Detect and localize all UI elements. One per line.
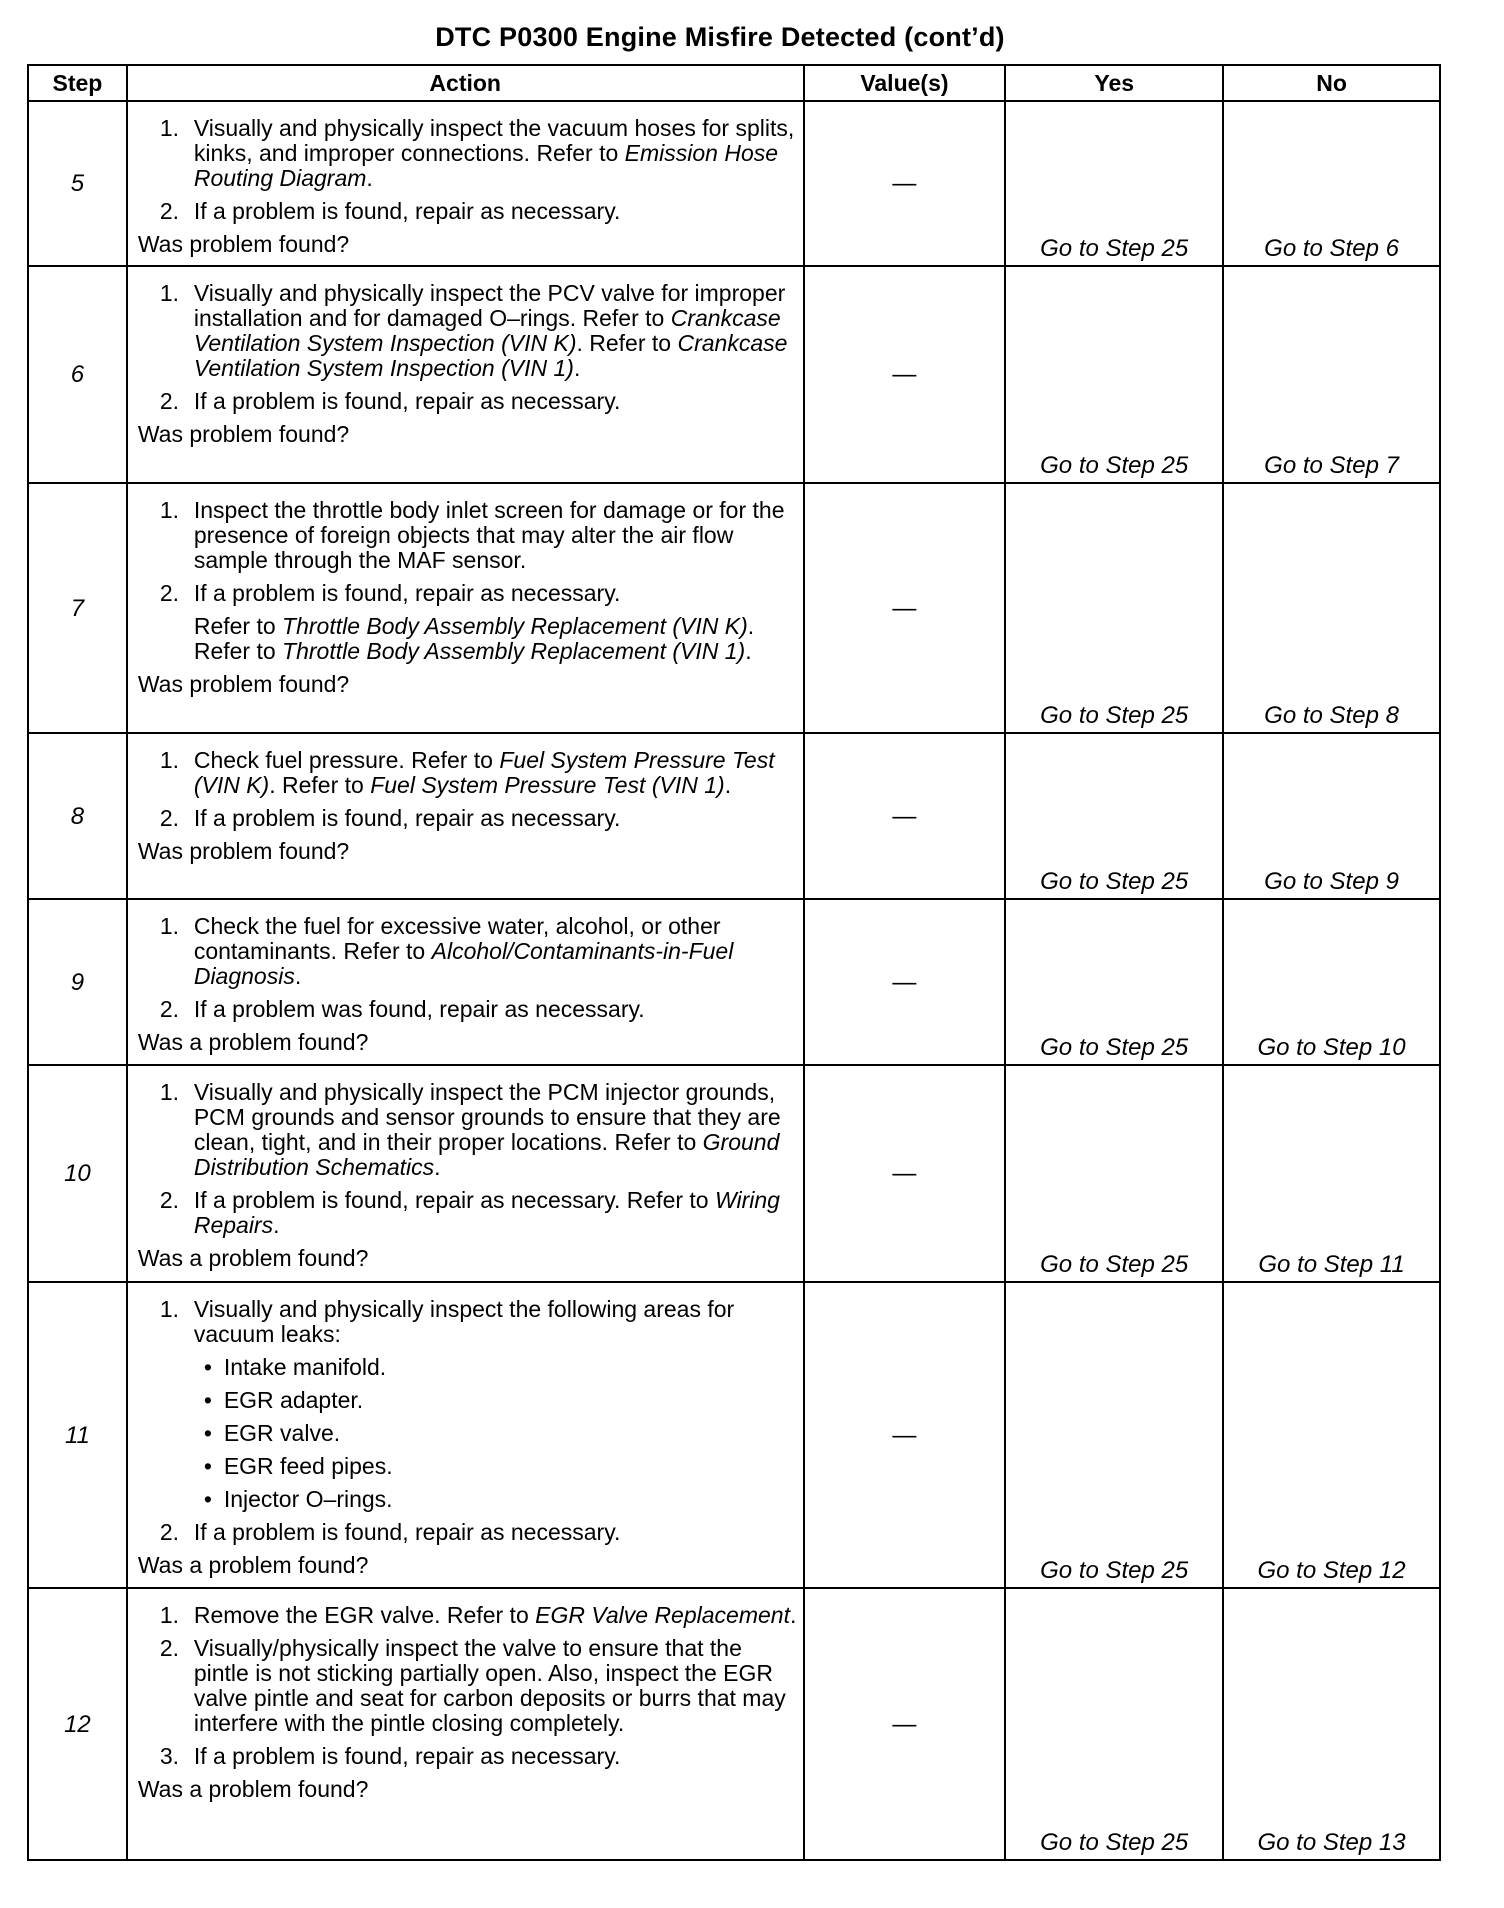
action-text: . Refer to <box>269 772 371 798</box>
reference-link-text: Emission Hose Routing Diagram <box>193 140 779 191</box>
value-cell: — <box>804 101 1006 266</box>
action-item <box>138 1744 797 1769</box>
reference-link-text: Crankcase Ventilation System Inspection (VIN 1) <box>193 330 788 381</box>
item-number: 3. <box>159 1743 180 1769</box>
action-text: . Refer to <box>576 330 678 356</box>
action-item <box>138 614 797 664</box>
table-row <box>28 266 1440 483</box>
bullet-icon: • <box>203 1420 212 1446</box>
action-text: Visually/physically inspect the valve to ensure that the pintle is not sticking partially open. Also, inspect the EGR valve pintle and seat for carbon deposits or burrs that may interfere with the pintle closing completely. <box>193 1635 786 1736</box>
action-item <box>138 1520 797 1545</box>
action-text: . <box>573 355 581 381</box>
value-cell: — <box>804 1282 1006 1588</box>
action-item <box>138 1636 797 1736</box>
action-cell <box>127 899 804 1065</box>
item-number: 1. <box>159 280 180 306</box>
action-item <box>138 806 797 831</box>
reference-link-text: Alcohol/Contaminants-in-Fuel Diagnosis <box>193 938 734 989</box>
bullet-item <box>138 1487 797 1512</box>
reference-link-text: EGR Valve Replacement <box>535 1602 790 1628</box>
action-item <box>138 997 797 1022</box>
item-number: 1. <box>159 747 180 773</box>
action-item <box>138 116 797 191</box>
action-text: Visually and physically inspect the vacuum hoses for splits, kinks, and improper connections. Refer to <box>193 115 795 166</box>
bullet-icon: • <box>203 1387 212 1413</box>
no-goto: Go to Step 12 <box>1223 1282 1440 1588</box>
action-item <box>138 748 797 798</box>
action-cell <box>127 266 804 483</box>
action-item <box>138 1603 797 1628</box>
action-text: If a problem is found, repair as necessary. <box>193 580 621 606</box>
action-text: Visually and physically inspect the PCM injector grounds, PCM grounds and sensor grounds to ensure that they are clean, tight, and in their proper locations. Refer to <box>193 1079 781 1155</box>
action-text: Inspect the throttle body inlet screen for damage or for the presence of foreign objects that may alter the air flow sample through the MAF sensor. <box>193 497 785 573</box>
action-cell <box>127 1065 804 1282</box>
action-item <box>138 1297 797 1347</box>
action-item <box>138 581 797 606</box>
no-goto: Go to Step 13 <box>1223 1588 1440 1860</box>
question-text: Was a problem found? <box>137 1552 369 1578</box>
question-text: Was a problem found? <box>137 1776 369 1802</box>
question-text: Was problem found? <box>137 231 350 257</box>
item-number: 1. <box>159 1602 180 1628</box>
no-goto: Go to Step 8 <box>1223 483 1440 733</box>
table-row <box>28 101 1440 266</box>
reference-link-text: Fuel System Pressure Test (VIN K) <box>193 747 775 798</box>
reference-link-text: Ground Distribution Schematics <box>193 1129 780 1180</box>
page-title: DTC P0300 Engine Misfire Detected (cont’d) <box>435 22 1005 52</box>
action-text: If a problem is found, repair as necessary. <box>193 388 621 414</box>
action-text: If a problem was found, repair as necessary. <box>193 996 645 1022</box>
value-cell: — <box>804 733 1006 899</box>
bullet-item <box>138 1355 797 1380</box>
question-text: Was problem found? <box>137 421 350 447</box>
yes-goto: Go to Step 25 <box>1005 1065 1223 1282</box>
table-row <box>28 1588 1440 1860</box>
bullet-item <box>138 1421 797 1446</box>
item-number: 2. <box>159 580 180 606</box>
table-row <box>28 899 1440 1065</box>
action-text: . <box>724 772 732 798</box>
action-text: EGR valve. <box>223 1420 341 1446</box>
question-text: Was problem found? <box>137 671 350 697</box>
action-item <box>138 498 797 573</box>
item-number: 2. <box>159 805 180 831</box>
action-text: . <box>294 963 302 989</box>
action-text: Check fuel pressure. Refer to <box>193 747 500 773</box>
item-number: 1. <box>159 115 180 141</box>
item-number: 2. <box>159 1519 180 1545</box>
no-goto: Go to Step 7 <box>1223 266 1440 483</box>
action-item <box>138 1188 797 1238</box>
value-cell: — <box>804 266 1006 483</box>
action-text: . Refer to <box>193 613 755 664</box>
action-text: If a problem is found, repair as necessary. <box>193 1519 621 1545</box>
action-item <box>138 199 797 224</box>
reference-link-text: Crankcase Ventilation System Inspection (VIN K) <box>193 305 781 356</box>
table-row <box>28 1282 1440 1588</box>
item-number: 1. <box>159 1296 180 1322</box>
action-text: EGR feed pipes. <box>223 1453 393 1479</box>
bullet-item <box>138 1388 797 1413</box>
no-goto: Go to Step 6 <box>1223 101 1440 266</box>
table-row <box>28 483 1440 733</box>
action-item <box>138 1080 797 1180</box>
header-step: Step <box>28 65 127 101</box>
action-cell <box>127 483 804 733</box>
action-text: . <box>273 1212 280 1238</box>
item-number: 1. <box>159 1079 180 1105</box>
table-row <box>28 733 1440 899</box>
yes-goto: Go to Step 25 <box>1005 266 1223 483</box>
diagnostic-table <box>27 64 1441 1861</box>
value-cell: — <box>804 899 1006 1065</box>
table-header-row <box>28 65 1440 101</box>
header-values: Value(s) <box>804 65 1006 101</box>
reference-link-text: Throttle Body Assembly Replacement (VIN K) <box>282 613 748 639</box>
action-item <box>138 389 797 414</box>
item-number: 2. <box>159 996 180 1022</box>
yes-goto: Go to Step 25 <box>1005 1588 1223 1860</box>
action-text: If a problem is found, repair as necessary. <box>193 1743 621 1769</box>
action-text: Visually and physically inspect the following areas for vacuum leaks: <box>193 1296 735 1347</box>
action-item <box>138 914 797 989</box>
action-text: . <box>366 165 373 191</box>
action-text: If a problem is found, repair as necessary. Refer to <box>193 1187 715 1213</box>
action-text: . <box>434 1154 441 1180</box>
step-number: 8 <box>28 733 127 899</box>
item-number: 2. <box>159 1187 180 1213</box>
step-number: 7 <box>28 483 127 733</box>
action-text: If a problem is found, repair as necessary. <box>193 805 621 831</box>
action-cell <box>127 1282 804 1588</box>
bullet-icon: • <box>203 1486 212 1512</box>
yes-goto: Go to Step 25 <box>1005 899 1223 1065</box>
bullet-icon: • <box>203 1453 212 1479</box>
bullet-item <box>138 1454 797 1479</box>
item-number: 2. <box>159 388 180 414</box>
action-text: Refer to <box>193 613 283 639</box>
item-number: 2. <box>159 1635 180 1661</box>
header-no: No <box>1223 65 1440 101</box>
yes-goto: Go to Step 25 <box>1005 101 1223 266</box>
step-number: 12 <box>28 1588 127 1860</box>
no-goto: Go to Step 10 <box>1223 899 1440 1065</box>
table-row <box>28 1065 1440 1282</box>
action-text: . <box>789 1602 797 1628</box>
action-text: Visually and physically inspect the PCV valve for improper installation and for damaged O–rings. Refer to <box>193 280 786 331</box>
item-number: 2. <box>159 198 180 224</box>
step-number: 11 <box>28 1282 127 1588</box>
reference-link-text: Wiring Repairs <box>193 1187 780 1238</box>
header-action: Action <box>127 65 804 101</box>
action-text: Injector O–rings. <box>223 1486 393 1512</box>
action-cell <box>127 101 804 266</box>
value-cell: — <box>804 483 1006 733</box>
action-text: . <box>745 638 752 664</box>
item-number: 1. <box>159 497 180 523</box>
value-cell: — <box>804 1065 1006 1282</box>
question-text: Was problem found? <box>137 838 350 864</box>
reference-link-text: Throttle Body Assembly Replacement (VIN 1) <box>282 638 746 664</box>
question-text: Was a problem found? <box>137 1245 369 1271</box>
yes-goto: Go to Step 25 <box>1005 733 1223 899</box>
action-text: If a problem is found, repair as necessary. <box>193 198 621 224</box>
step-number: 6 <box>28 266 127 483</box>
step-number: 10 <box>28 1065 127 1282</box>
header-yes: Yes <box>1005 65 1223 101</box>
bullet-icon: • <box>203 1354 212 1380</box>
item-number: 1. <box>159 913 180 939</box>
action-text: Check the fuel for excessive water, alcohol, or other contaminants. Refer to <box>193 913 721 964</box>
step-number: 5 <box>28 101 127 266</box>
value-cell: — <box>804 1588 1006 1860</box>
action-item <box>138 281 797 381</box>
action-text: Intake manifold. <box>223 1354 387 1380</box>
no-goto: Go to Step 9 <box>1223 733 1440 899</box>
action-text: Remove the EGR valve. Refer to <box>193 1602 536 1628</box>
question-text: Was a problem found? <box>137 1029 369 1055</box>
reference-link-text: Fuel System Pressure Test (VIN 1) <box>370 772 725 798</box>
step-number: 9 <box>28 899 127 1065</box>
action-cell <box>127 733 804 899</box>
action-text: EGR adapter. <box>223 1387 364 1413</box>
yes-goto: Go to Step 25 <box>1005 1282 1223 1588</box>
no-goto: Go to Step 11 <box>1223 1065 1440 1282</box>
action-cell <box>127 1588 804 1860</box>
yes-goto: Go to Step 25 <box>1005 483 1223 733</box>
